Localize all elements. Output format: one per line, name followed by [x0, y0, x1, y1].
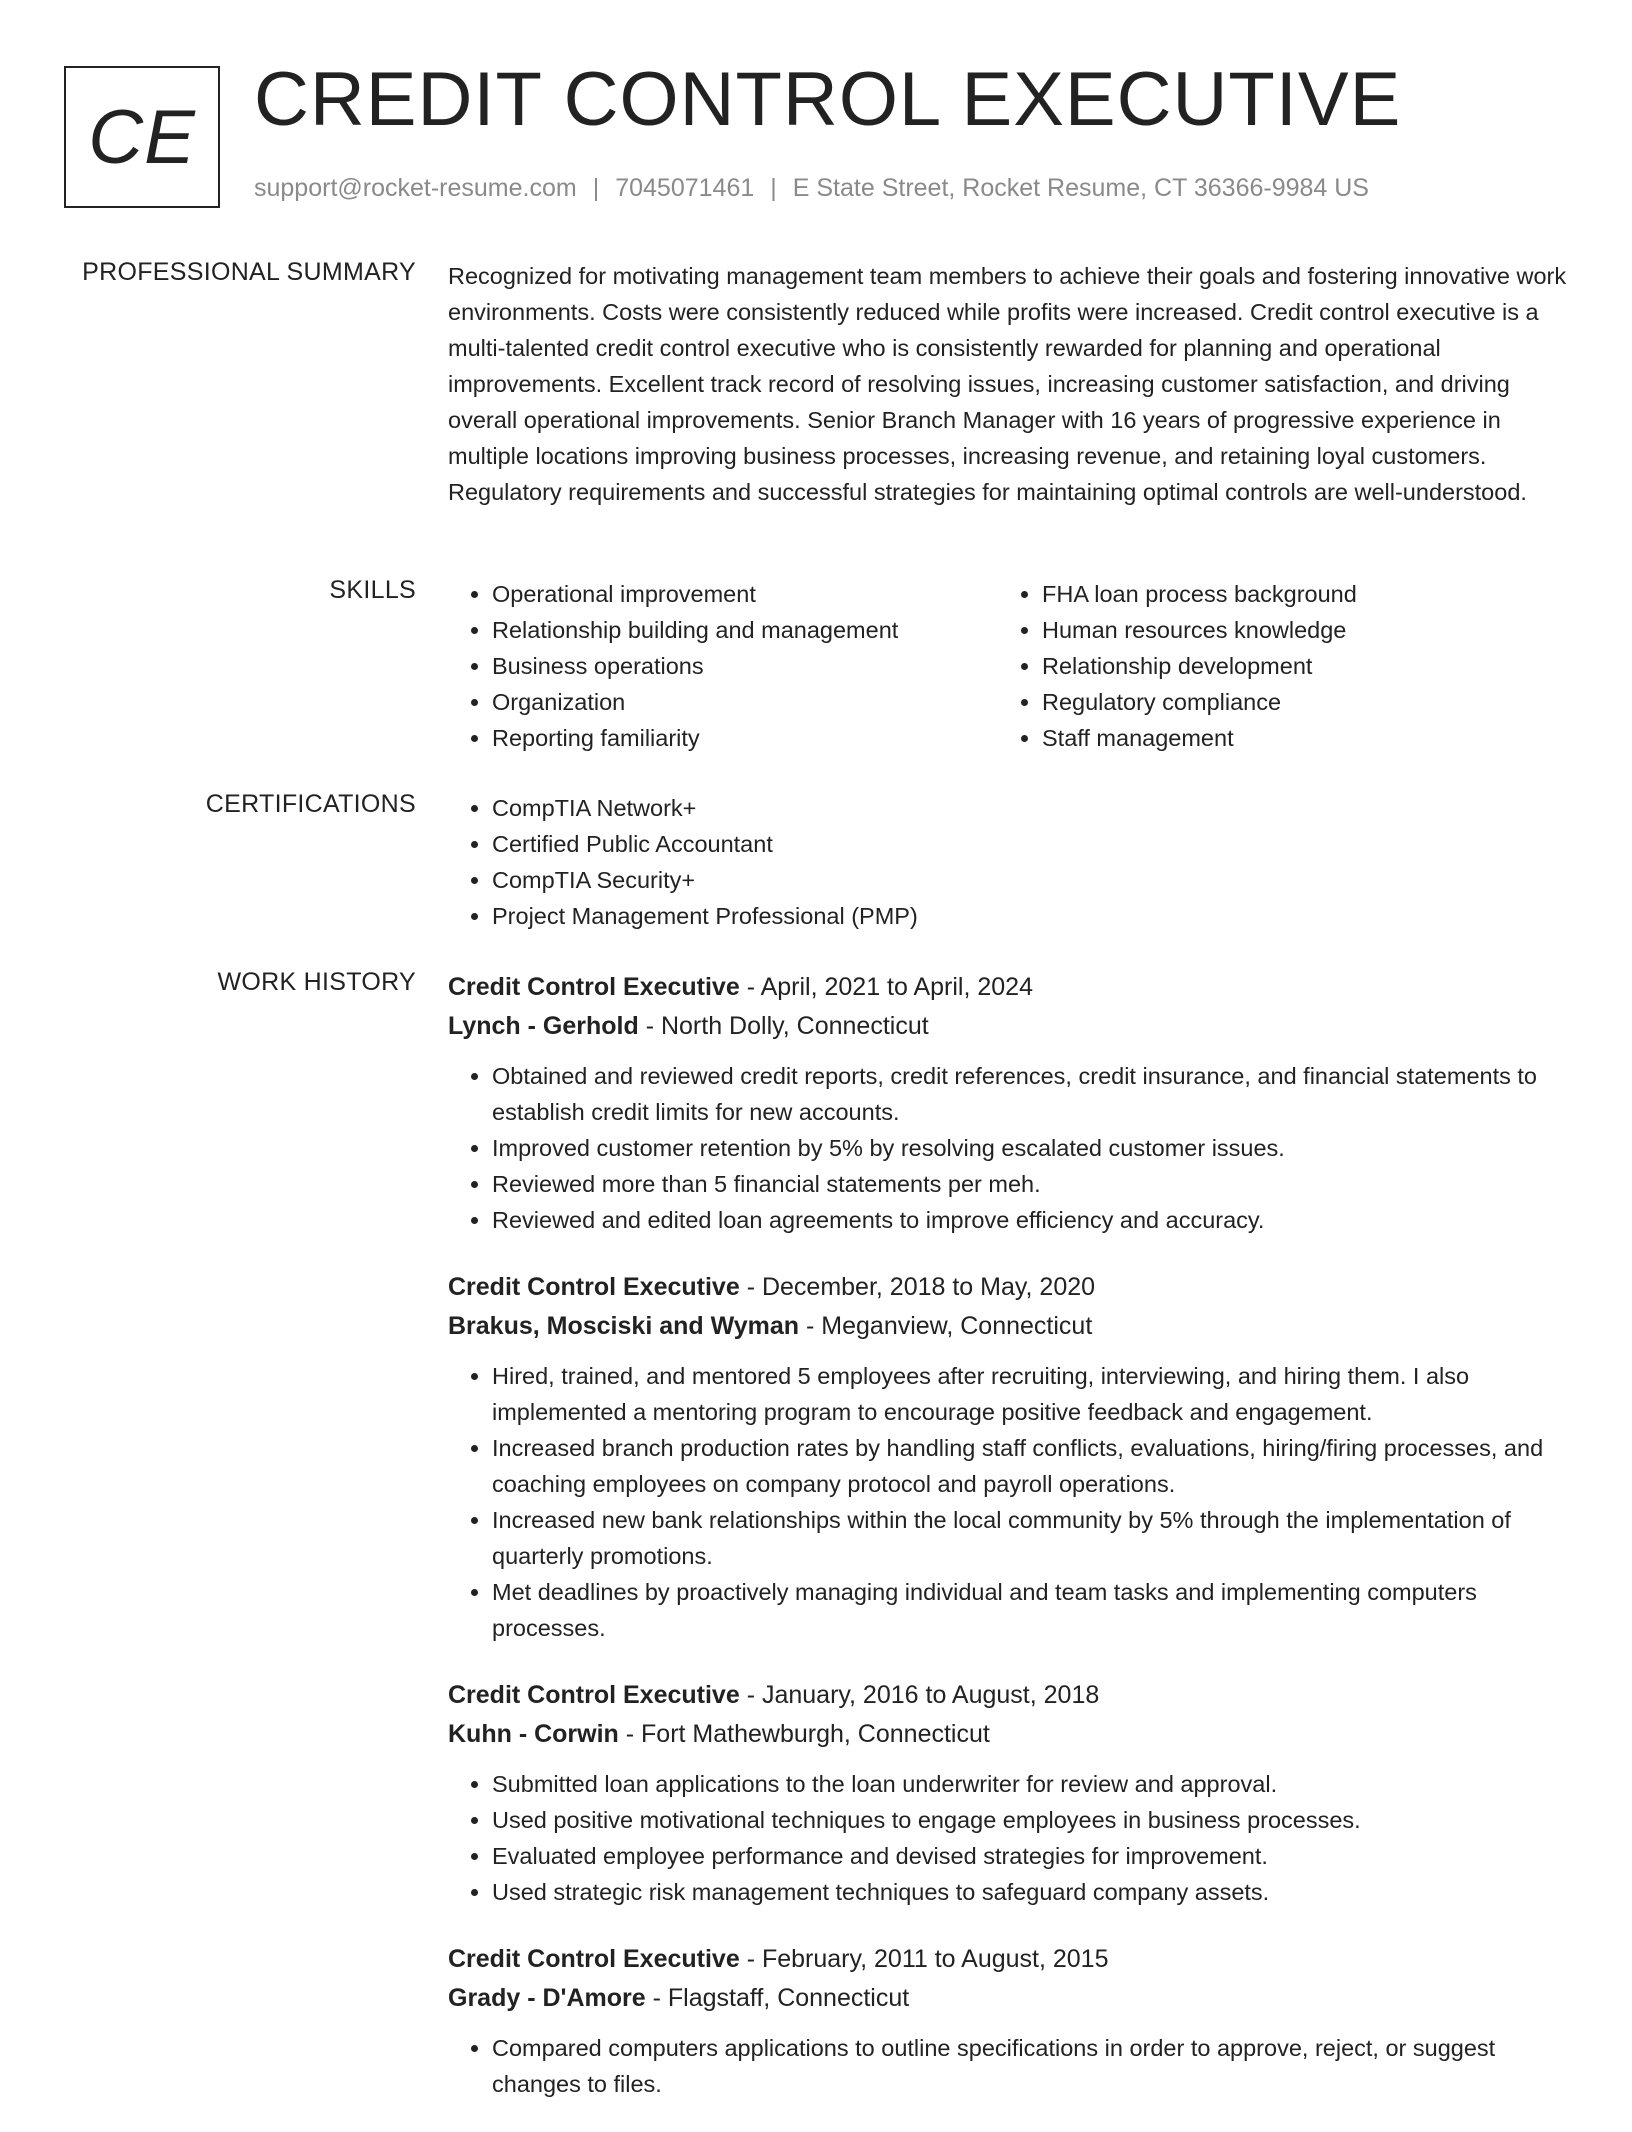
- list-item: • Obtained and reviewed credit reports, credit references, credit insurance, and financial statements to establish credit limits for new accounts.: [492, 1058, 1572, 1130]
- monogram-box: [64, 66, 220, 208]
- list-item: • Submitted loan applications to the loan underwriter for review and approval.: [492, 1766, 1572, 1802]
- list-item: • Reporting familiarity: [492, 720, 998, 756]
- list-item: • Hired, trained, and mentored 5 employees after recruiting, interviewing, and hiring them. I also implemented a mentoring program to encourage positive feedback and engagement.: [492, 1358, 1572, 1430]
- job-title: Credit Control Executive: [448, 1273, 740, 1301]
- job-title: Credit Control Executive: [448, 1945, 740, 1973]
- certifications-heading: CERTIFICATIONS: [205, 790, 416, 818]
- job-bullets: [448, 1766, 1572, 1910]
- job-location: - Meganview, Connecticut: [806, 1312, 1093, 1340]
- job-entry: [448, 1940, 1572, 2102]
- job-bullets: [448, 1058, 1572, 1238]
- job-company: Grady - D'Amore: [448, 1984, 646, 2012]
- job-company-line: [448, 1307, 1572, 1346]
- monogram-initials: CE: [88, 94, 196, 180]
- list-item: • Used positive motivational techniques to engage employees in business processes.: [492, 1802, 1572, 1838]
- skills-column-left: [448, 576, 998, 756]
- job-location: - Fort Mathewburgh, Connecticut: [625, 1720, 990, 1748]
- job-entry: [448, 968, 1572, 1238]
- job-title: Credit Control Executive: [448, 973, 740, 1001]
- job-company-line: [448, 1715, 1572, 1754]
- work-history-heading: WORK HISTORY: [217, 968, 416, 996]
- job-company: Brakus, Mosciski and Wyman: [448, 1312, 800, 1340]
- list-item: • Increased new bank relationships within the local community by 5% through the implementation of quarterly promotions.: [492, 1502, 1572, 1574]
- job-dates: - December, 2018 to May, 2020: [746, 1273, 1096, 1301]
- job-title-line: [448, 1268, 1572, 1307]
- certifications-body: [448, 790, 1572, 934]
- certifications-list: [448, 790, 1572, 934]
- job-bullets: [448, 1358, 1572, 1646]
- skills-list-right: [998, 576, 1548, 756]
- contact-phone[interactable]: 7045071461: [615, 174, 755, 202]
- list-item: • Improved customer retention by 5% by resolving escalated customer issues.: [492, 1130, 1572, 1166]
- list-item: • CompTIA Security+: [492, 862, 1572, 898]
- job-dates: - January, 2016 to August, 2018: [746, 1681, 1100, 1709]
- list-item: • CompTIA Network+: [492, 790, 1572, 826]
- job-title-line: [448, 1676, 1572, 1715]
- list-item: • FHA loan process background: [1042, 576, 1548, 612]
- list-item: • Staff management: [1042, 720, 1548, 756]
- job-dates: - April, 2021 to April, 2024: [746, 973, 1033, 1001]
- job-bullets: [448, 2030, 1572, 2102]
- job-company-line: [448, 1007, 1572, 1046]
- list-item: • Operational improvement: [492, 576, 998, 612]
- summary-heading: PROFESSIONAL SUMMARY: [82, 258, 416, 286]
- list-item: • Used strategic risk management techniques to safeguard company assets.: [492, 1874, 1572, 1910]
- job-entry: [448, 1268, 1572, 1646]
- skills-grid: [448, 576, 1572, 756]
- list-item: • Met deadlines by proactively managing individual and team tasks and implementing computers processes.: [492, 1574, 1572, 1646]
- list-item: • Human resources knowledge: [1042, 612, 1548, 648]
- job-entry: [448, 1676, 1572, 1910]
- job-title-line: [448, 968, 1572, 1007]
- contact-email[interactable]: support@rocket-resume.com: [254, 174, 577, 202]
- list-item: • Relationship building and management: [492, 612, 998, 648]
- work-history-body: [448, 968, 1572, 2132]
- job-title-line: [448, 1940, 1572, 1979]
- job-location: - Flagstaff, Connecticut: [652, 1984, 910, 2012]
- skills-list-left: [448, 576, 998, 756]
- skills-column-right: [998, 576, 1548, 756]
- job-title: Credit Control Executive: [448, 1681, 740, 1709]
- summary-body: [448, 258, 1572, 510]
- list-item: • Certified Public Accountant: [492, 826, 1572, 862]
- job-company: Kuhn - Corwin: [448, 1720, 619, 1748]
- list-item: • Reviewed more than 5 financial statements per meh.: [492, 1166, 1572, 1202]
- contact-address: E State Street, Rocket Resume, CT 36366-9984 US: [792, 174, 1369, 202]
- summary-text: Recognized for motivating management team members to achieve their goals and fostering innovative work environments. Costs were consistently reduced while profits were increased. Credit control executive is a multi-talented credit control executive who is consistently rewarded for planning and operational improvements. Excellent track record of resolving issues, increasing customer satisfaction, and driving overall operational improvements. Senior Branch Manager with 16 years of progressive experience in multiple locations improving business processes, increasing revenue, and retaining loyal customers. Regulatory requirements and successful strategies for maintaining optimal controls are well-understood.: [448, 263, 1567, 505]
- job-location: - North Dolly, Connecticut: [645, 1012, 929, 1040]
- candidate-title: CREDIT CONTROL EXECUTIVE: [254, 57, 1402, 142]
- list-item: • Organization: [492, 684, 998, 720]
- job-company: Lynch - Gerhold: [448, 1012, 639, 1040]
- contact-separator: |: [592, 174, 600, 202]
- contact-line: [254, 174, 1369, 203]
- skills-heading: SKILLS: [329, 576, 416, 604]
- list-item: • Compared computers applications to outline specifications in order to approve, reject, or suggest changes to files.: [492, 2030, 1572, 2102]
- list-item: • Regulatory compliance: [1042, 684, 1548, 720]
- job-dates: - February, 2011 to August, 2015: [746, 1945, 1109, 1973]
- list-item: • Evaluated employee performance and devised strategies for improvement.: [492, 1838, 1572, 1874]
- list-item: • Relationship development: [1042, 648, 1548, 684]
- list-item: • Project Management Professional (PMP): [492, 898, 1572, 934]
- contact-separator: |: [770, 174, 777, 202]
- list-item: • Reviewed and edited loan agreements to improve efficiency and accuracy.: [492, 1202, 1572, 1238]
- job-company-line: [448, 1979, 1572, 2018]
- list-item: • Increased branch production rates by handling staff conflicts, evaluations, hiring/firing processes, and coaching employees on company protocol and payroll operations.: [492, 1430, 1572, 1502]
- list-item: • Business operations: [492, 648, 998, 684]
